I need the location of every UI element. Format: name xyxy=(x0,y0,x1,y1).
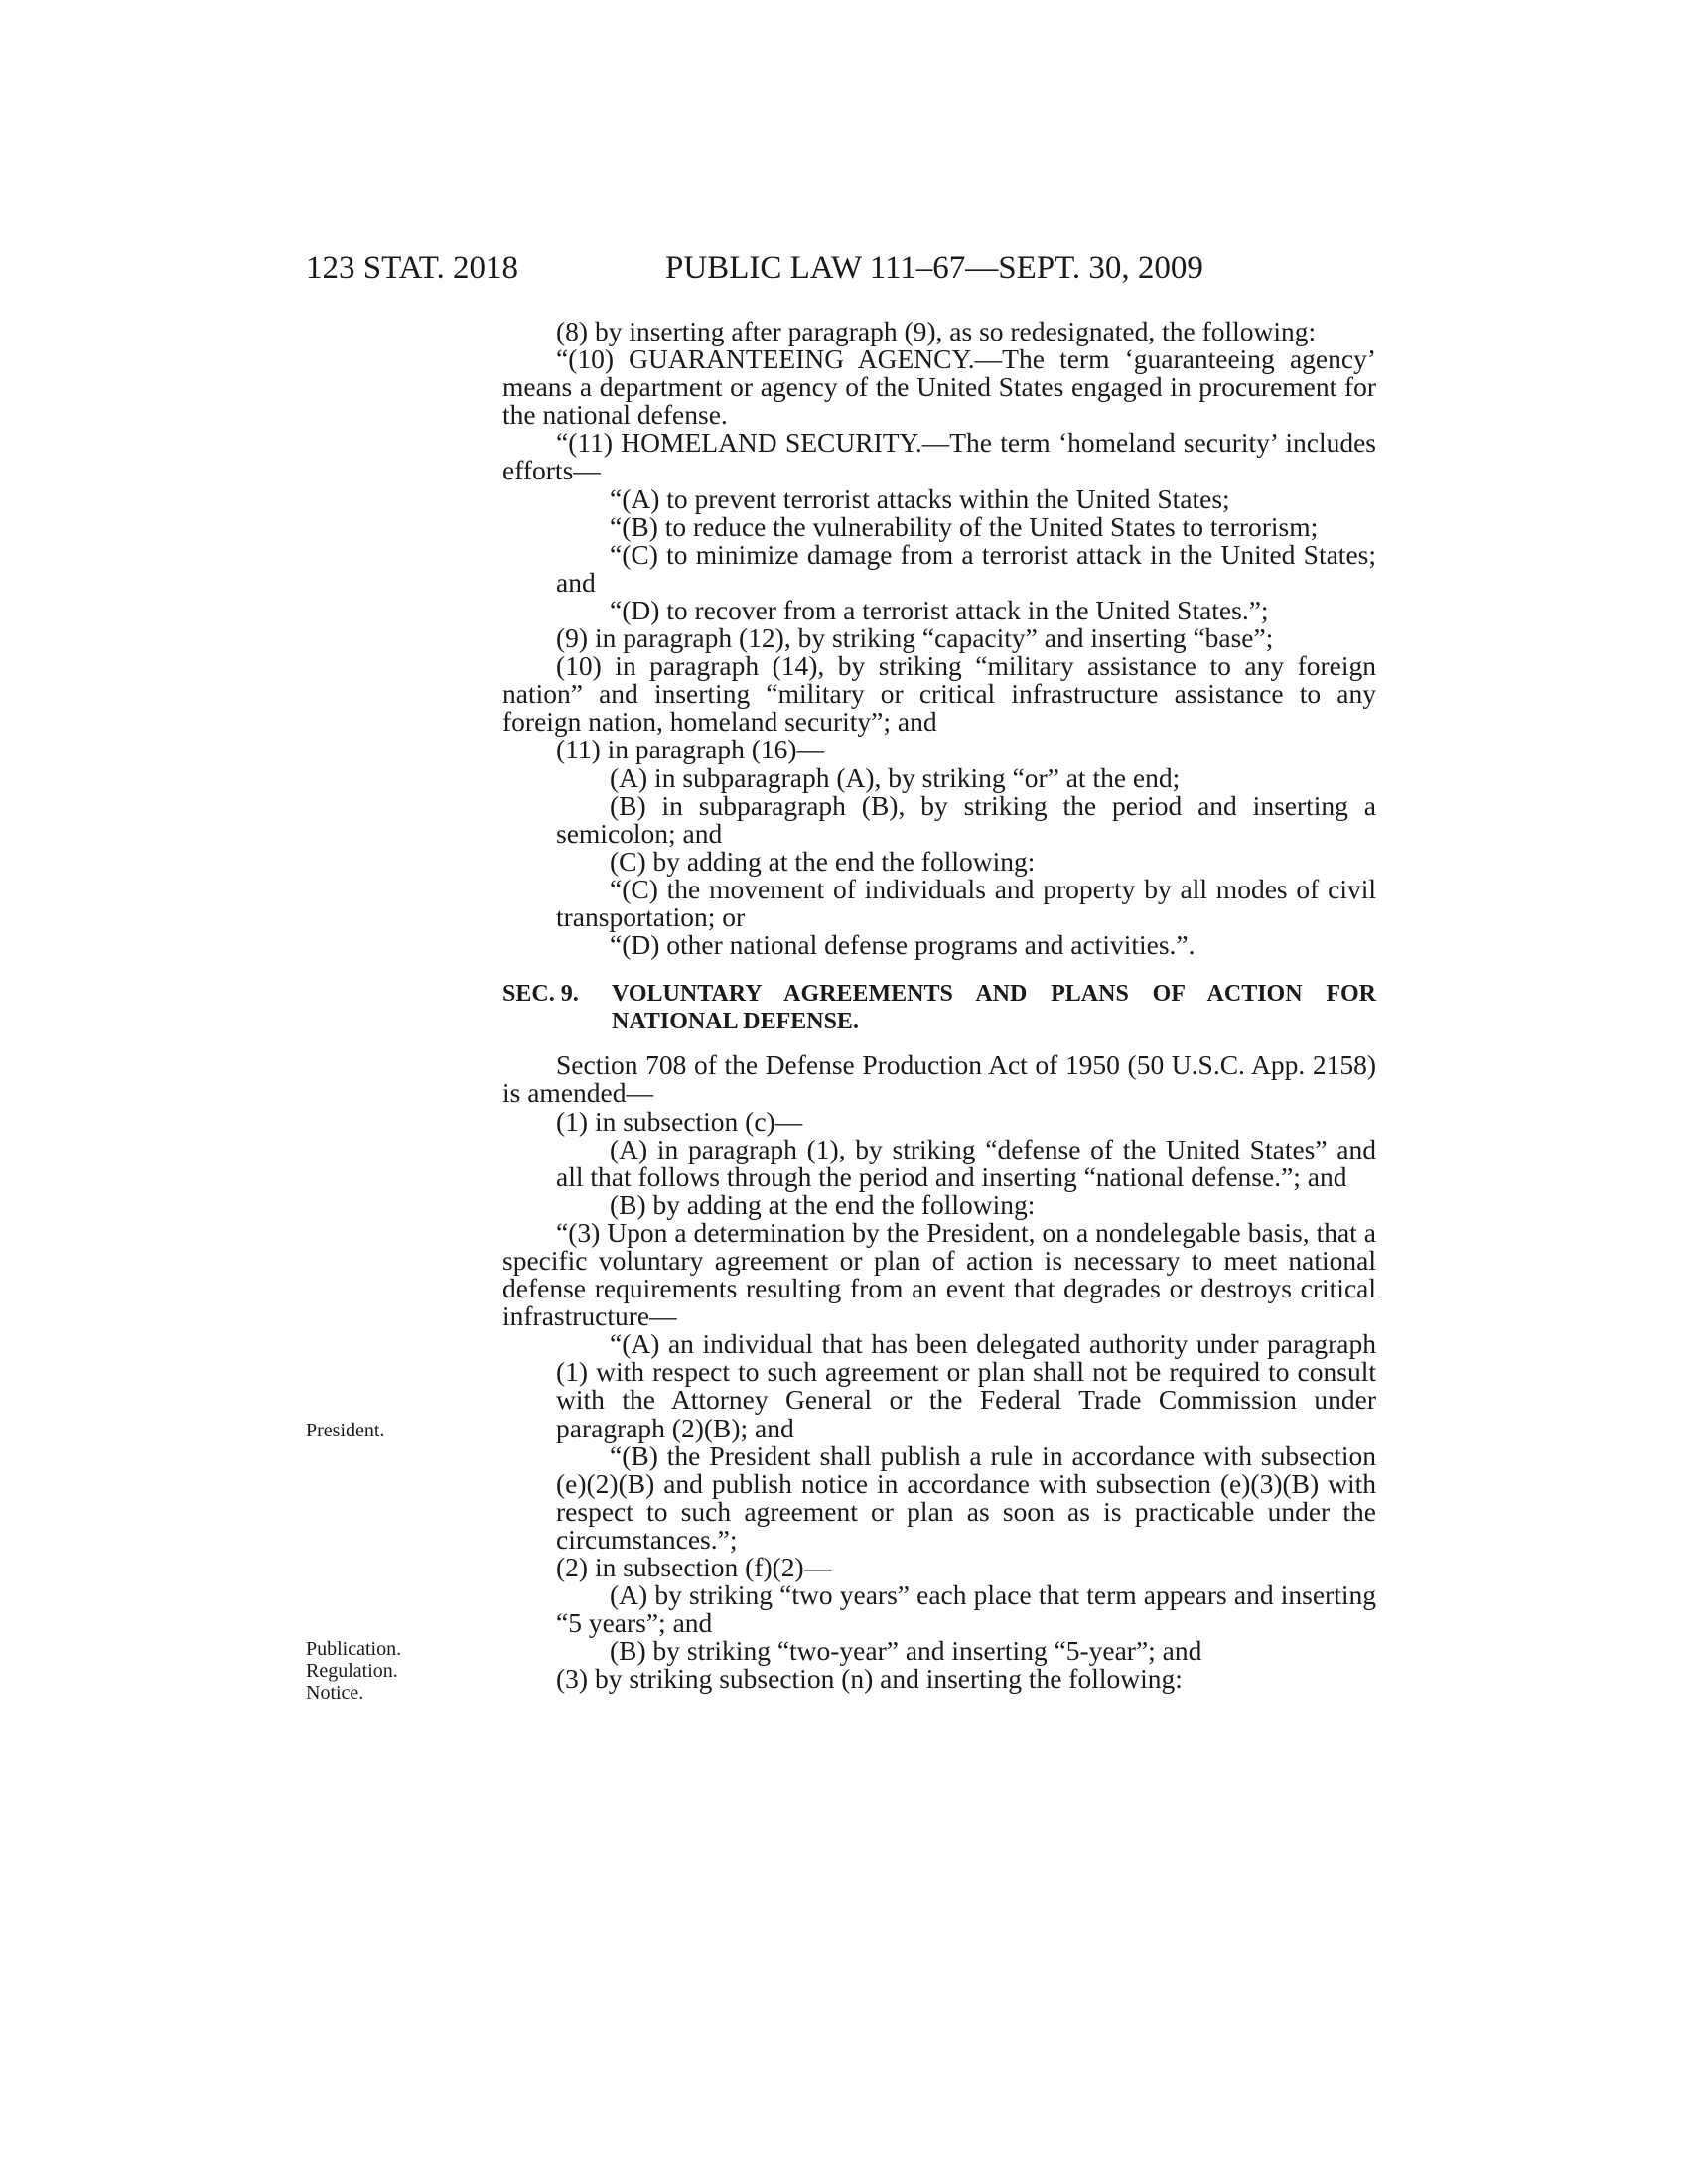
paragraph: “(10) GUARANTEEING AGENCY.—The term ‘guaranteeing agency’ means a department or agency of the United States engaged in procurement for the national defense. xyxy=(502,343,1376,431)
paragraph: “(A) to prevent terrorist attacks within the United States; xyxy=(610,482,1230,514)
paragraph: (3) by striking subsection (n) and inserting the following: xyxy=(556,1663,1183,1695)
paragraph: (1) in subsection (c)— xyxy=(556,1105,803,1137)
page-header xyxy=(306,248,1519,288)
paragraph: “(C) the movement of individuals and property by all modes of civil transportation; or xyxy=(556,873,1376,932)
paragraph: “(C) to minimize damage from a terrorist attack in the United States; and xyxy=(556,538,1376,598)
paragraph: (A) in subparagraph (A), by striking “or” at the end; xyxy=(610,761,1181,793)
statute-page-number: 123 STAT. 2018 xyxy=(306,250,519,286)
section-number: SEC. 9. xyxy=(502,981,579,1008)
paragraph: (9) in paragraph (12), by striking “capacity” and inserting “base”; xyxy=(556,622,1274,654)
paragraph: “(11) HOMELAND SECURITY.—The term ‘homeland security’ includes efforts— xyxy=(502,427,1376,486)
margin-note-notice: Notice. xyxy=(306,1682,364,1704)
paragraph: “(D) other national defense programs and activities.”. xyxy=(610,929,1196,961)
paragraph: “(D) to recover from a terrorist attack in the United States.”; xyxy=(610,594,1269,625)
paragraph: (B) in subparagraph (B), by striking the period and inserting a semicolon; and xyxy=(556,789,1376,849)
paragraph: (11) in paragraph (16)— xyxy=(556,734,825,765)
paragraph: “(3) Upon a determination by the President, on a nondelegable basis, that a specific voluntary agreement or plan of action is necessary to meet national defense requirements resulting from an event that degrades or destroys critical infrastructure— xyxy=(502,1216,1376,1332)
paragraph: (10) in paragraph (14), by striking “military assistance to any foreign nation” and inserting “military or critical infrastructure assistance to any foreign nation, homeland security”; and xyxy=(502,650,1376,738)
paragraph: “(B) the President shall publish a rule in accordance with subsection (e)(2)(B) and publish notice in accordance with subsection (e)(3)(B) with respect to such agreement or plan as soon as is practicable under the circumstances.”; xyxy=(556,1439,1376,1555)
paragraph: “(A) an individual that has been delegated authority under paragraph (1) with respect to such agreement or plan shall not be required to consult with the Attorney General or the Federal Trade Commission under paragraph (2)(B); and xyxy=(556,1328,1376,1443)
paragraph: “(B) to reduce the vulnerability of the United States to terrorism; xyxy=(610,510,1319,542)
margin-note-group xyxy=(306,1638,455,1704)
section-heading xyxy=(502,980,1376,1035)
paragraph: (2) in subsection (f)(2)— xyxy=(556,1552,832,1583)
paragraph: (B) by adding at the end the following: xyxy=(610,1188,1036,1220)
statute-body xyxy=(502,318,1376,1694)
margin-note-president: President. xyxy=(306,1420,385,1441)
margin-note-regulation: Regulation. xyxy=(306,1660,398,1682)
paragraph: (B) by striking “two-year” and inserting “5-year”; and xyxy=(610,1635,1202,1667)
public-law-running-head: PUBLIC LAW 111–67—SEPT. 30, 2009 xyxy=(665,250,1203,286)
paragraph: (A) by striking “two years” each place that term appears and inserting “5 years”; and xyxy=(556,1579,1376,1639)
margin-note-publication: Publication. xyxy=(306,1638,402,1660)
paragraph: (A) in paragraph (1), by striking “defense of the United States” and all that follows through the period and inserting “national defense.”; and xyxy=(556,1133,1376,1192)
paragraph: Section 708 of the Defense Production Act of 1950 (50 U.S.C. App. 2158) is amended— xyxy=(502,1049,1376,1109)
paragraph: (8) by inserting after paragraph (9), as so redesignated, the following: xyxy=(556,316,1317,346)
section-title: VOLUNTARY AGREEMENTS AND PLANS OF ACTION FOR NATIONAL DEFENSE. xyxy=(612,981,1376,1035)
paragraph: (C) by adding at the end the following: xyxy=(610,845,1036,877)
